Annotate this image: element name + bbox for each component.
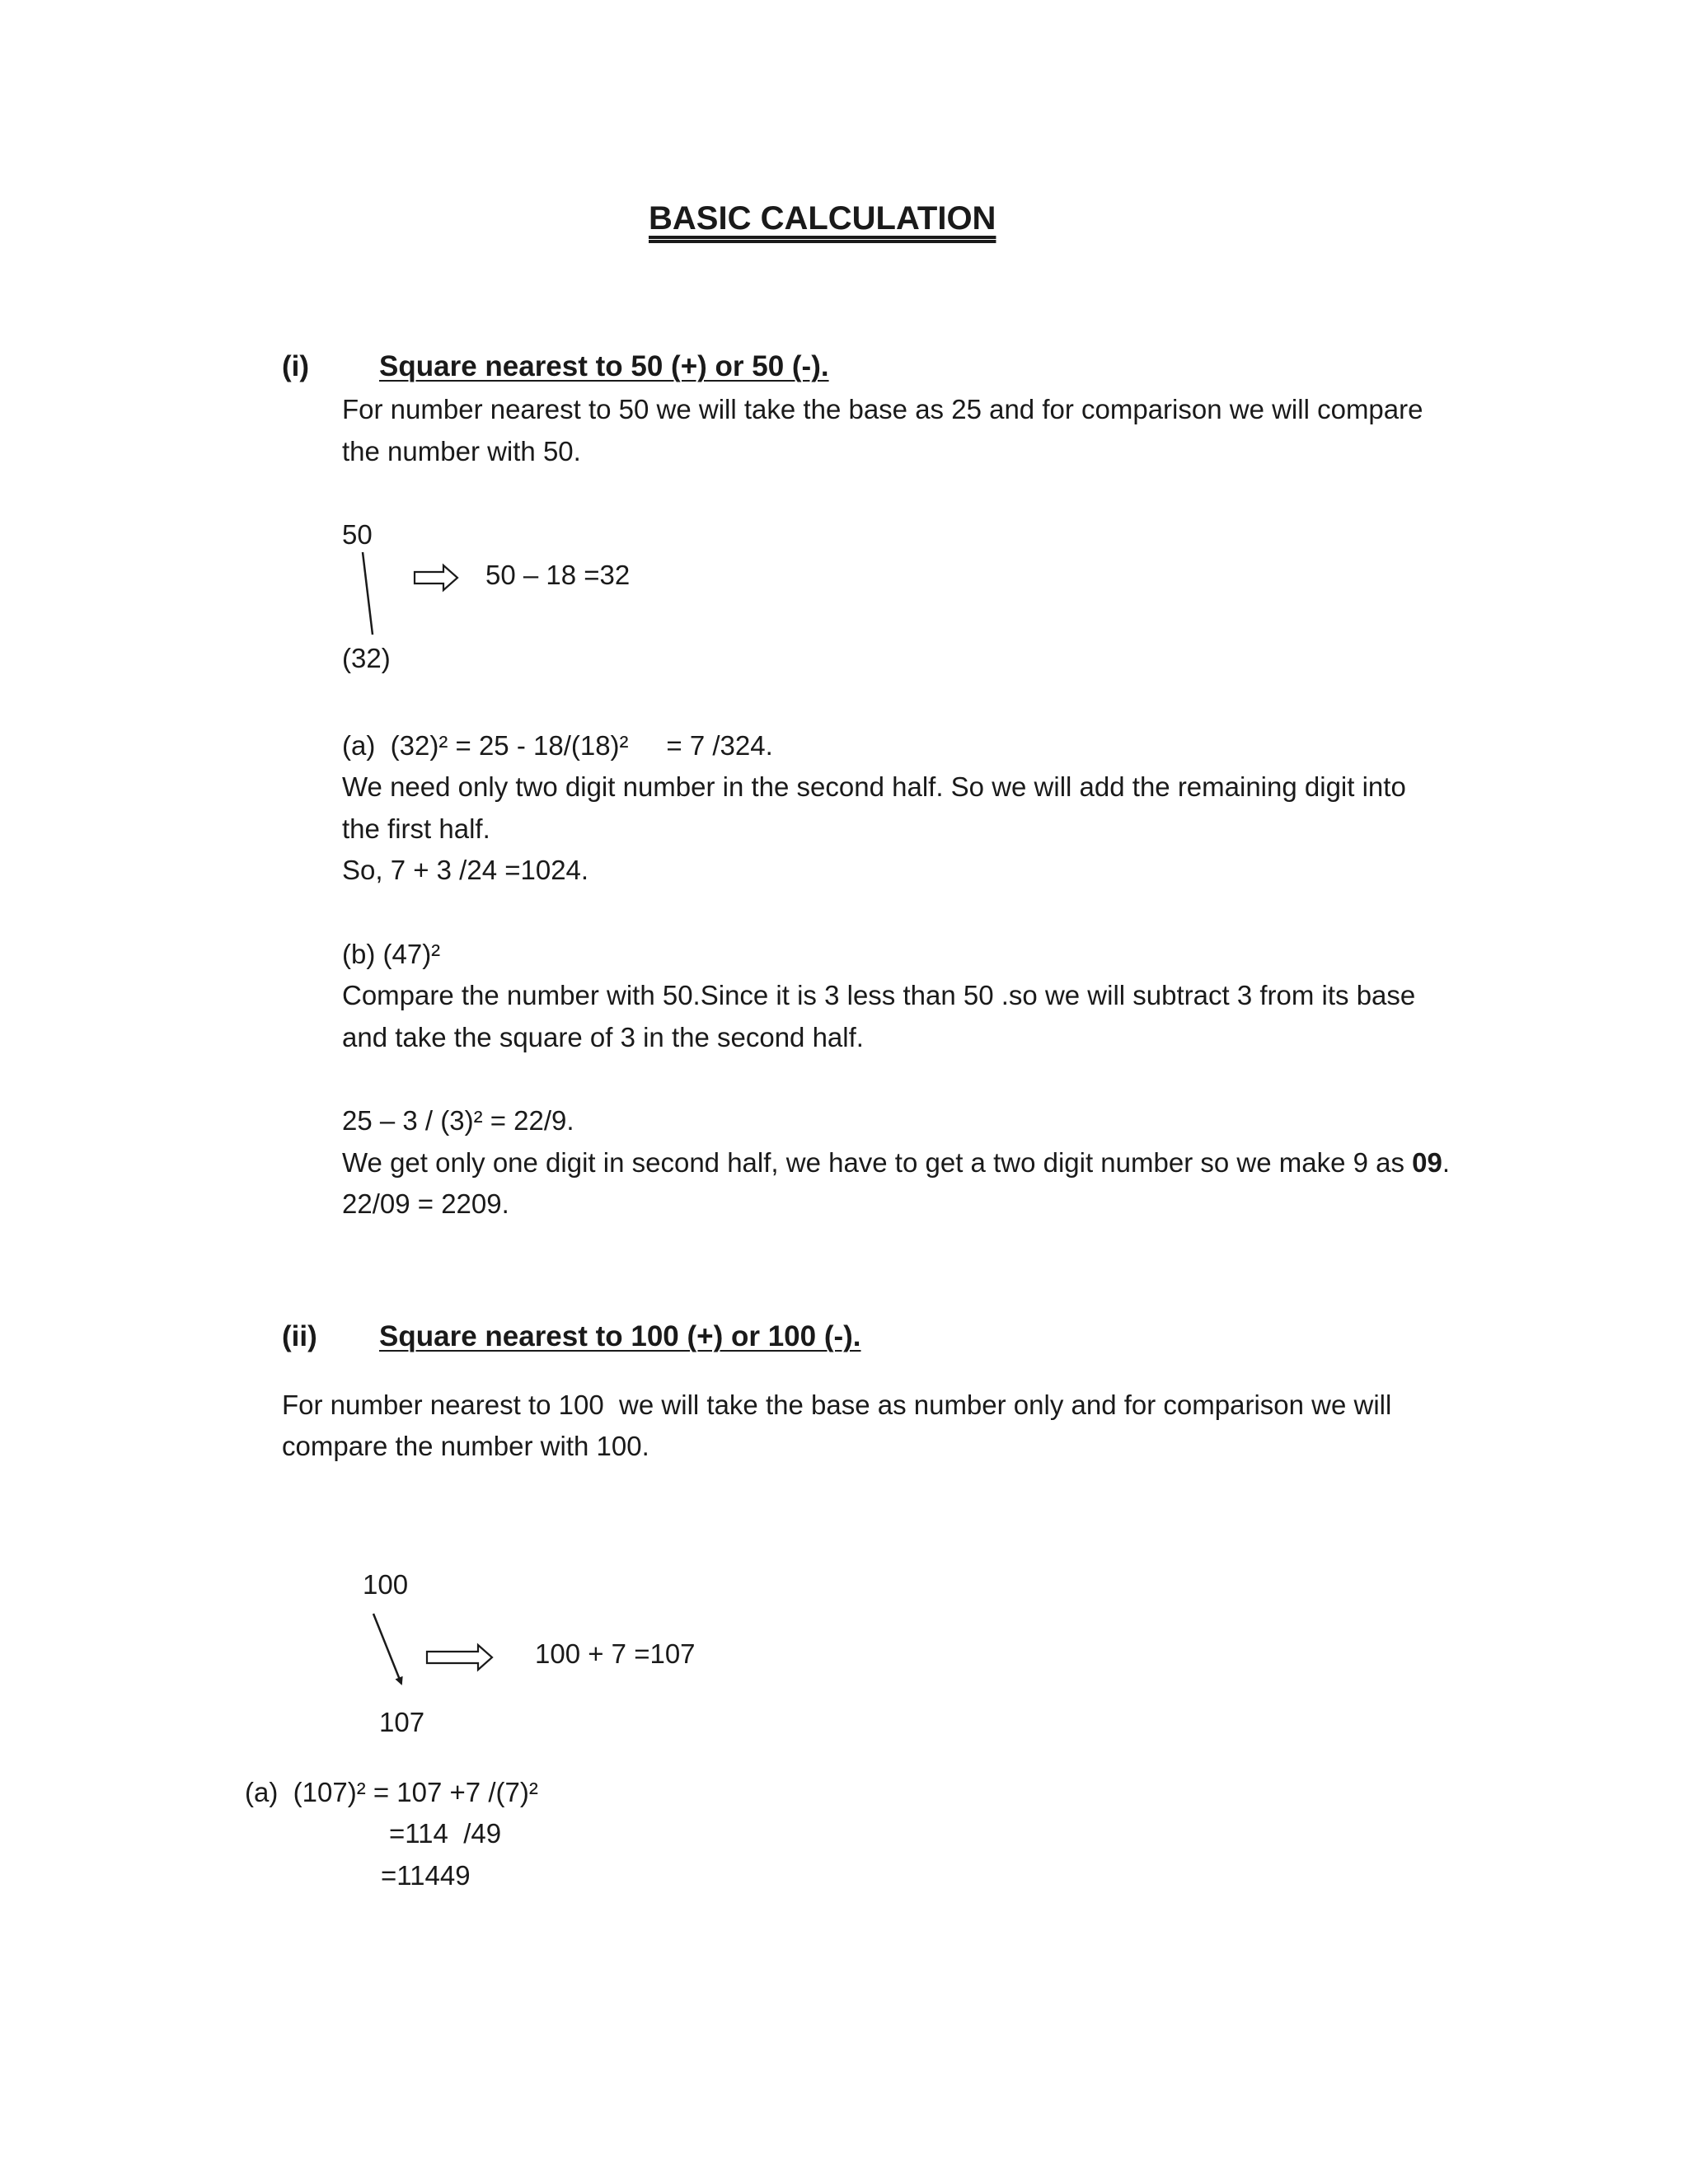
implies-arrow-icon xyxy=(427,1645,492,1670)
example-b-line-5-end: . xyxy=(1442,1147,1451,1178)
diagram-2-result: 100 + 7 =107 xyxy=(535,1638,696,1669)
diagram-1-connector-line xyxy=(363,552,373,635)
diagram-1-bottom-number: (32) xyxy=(342,643,391,673)
diagram-2-bottom-number: 107 xyxy=(379,1707,425,1737)
section-1-heading: Square nearest to 50 (+) or 50 (-). xyxy=(379,350,829,382)
diagram-2-arrow-line xyxy=(373,1614,401,1684)
example-a-line-4: So, 7 + 3 /24 =1024. xyxy=(342,855,589,885)
example-2a-line-2: =114 /49 xyxy=(389,1818,502,1849)
example-a-line-3: the first half. xyxy=(342,813,490,844)
example-2a-formula: (a) (107)² = 107 +7 /(7)² xyxy=(245,1777,538,1807)
implies-arrow-icon xyxy=(415,565,457,590)
example-a-line-2: We need only two digit number in the second half. So we will add the remaining digit into xyxy=(342,771,1406,802)
section-1-number: (i) xyxy=(282,350,310,382)
diagram-1-result: 50 – 18 =32 xyxy=(485,560,631,590)
diagram-2-top-number: 100 xyxy=(363,1569,409,1600)
example-a-formula: (a) (32)² = 25 - 18/(18)² = 7 /324. xyxy=(342,730,773,761)
example-b-line-6: 22/09 = 2209. xyxy=(342,1188,509,1219)
example-b-line-4: 25 – 3 / (3)² = 22/9. xyxy=(342,1105,574,1136)
page-title: BASIC CALCULATION xyxy=(649,200,996,237)
example-b-line-2: Compare the number with 50.Since it is 3 less than 50 .so we will subtract 3 from its base xyxy=(342,980,1416,1010)
section-2-intro-line-2: compare the number with 100. xyxy=(282,1431,649,1461)
section-1-intro-line-1: For number nearest to 50 we will take the base as 25 and for comparison we will compare xyxy=(342,394,1423,424)
section-2-number: (ii) xyxy=(282,1320,317,1352)
example-b-line-5-text: We get only one digit in second half, we have to get a two digit number so we make 9 as xyxy=(342,1147,1413,1178)
example-b-line-5-bold: 09 xyxy=(1412,1147,1442,1178)
example-b-formula: (b) (47)² xyxy=(342,939,441,969)
example-2a-line-3: =11449 xyxy=(381,1860,471,1891)
section-2-heading: Square nearest to 100 (+) or 100 (-). xyxy=(379,1320,861,1352)
section-2-intro-line-1: For number nearest to 100 we will take the base as number only and for comparison we will xyxy=(282,1390,1392,1420)
section-1-intro-line-2: the number with 50. xyxy=(342,436,581,466)
example-b-line-3: and take the square of 3 in the second half. xyxy=(342,1022,864,1052)
diagram-1-top-number: 50 xyxy=(342,519,373,550)
